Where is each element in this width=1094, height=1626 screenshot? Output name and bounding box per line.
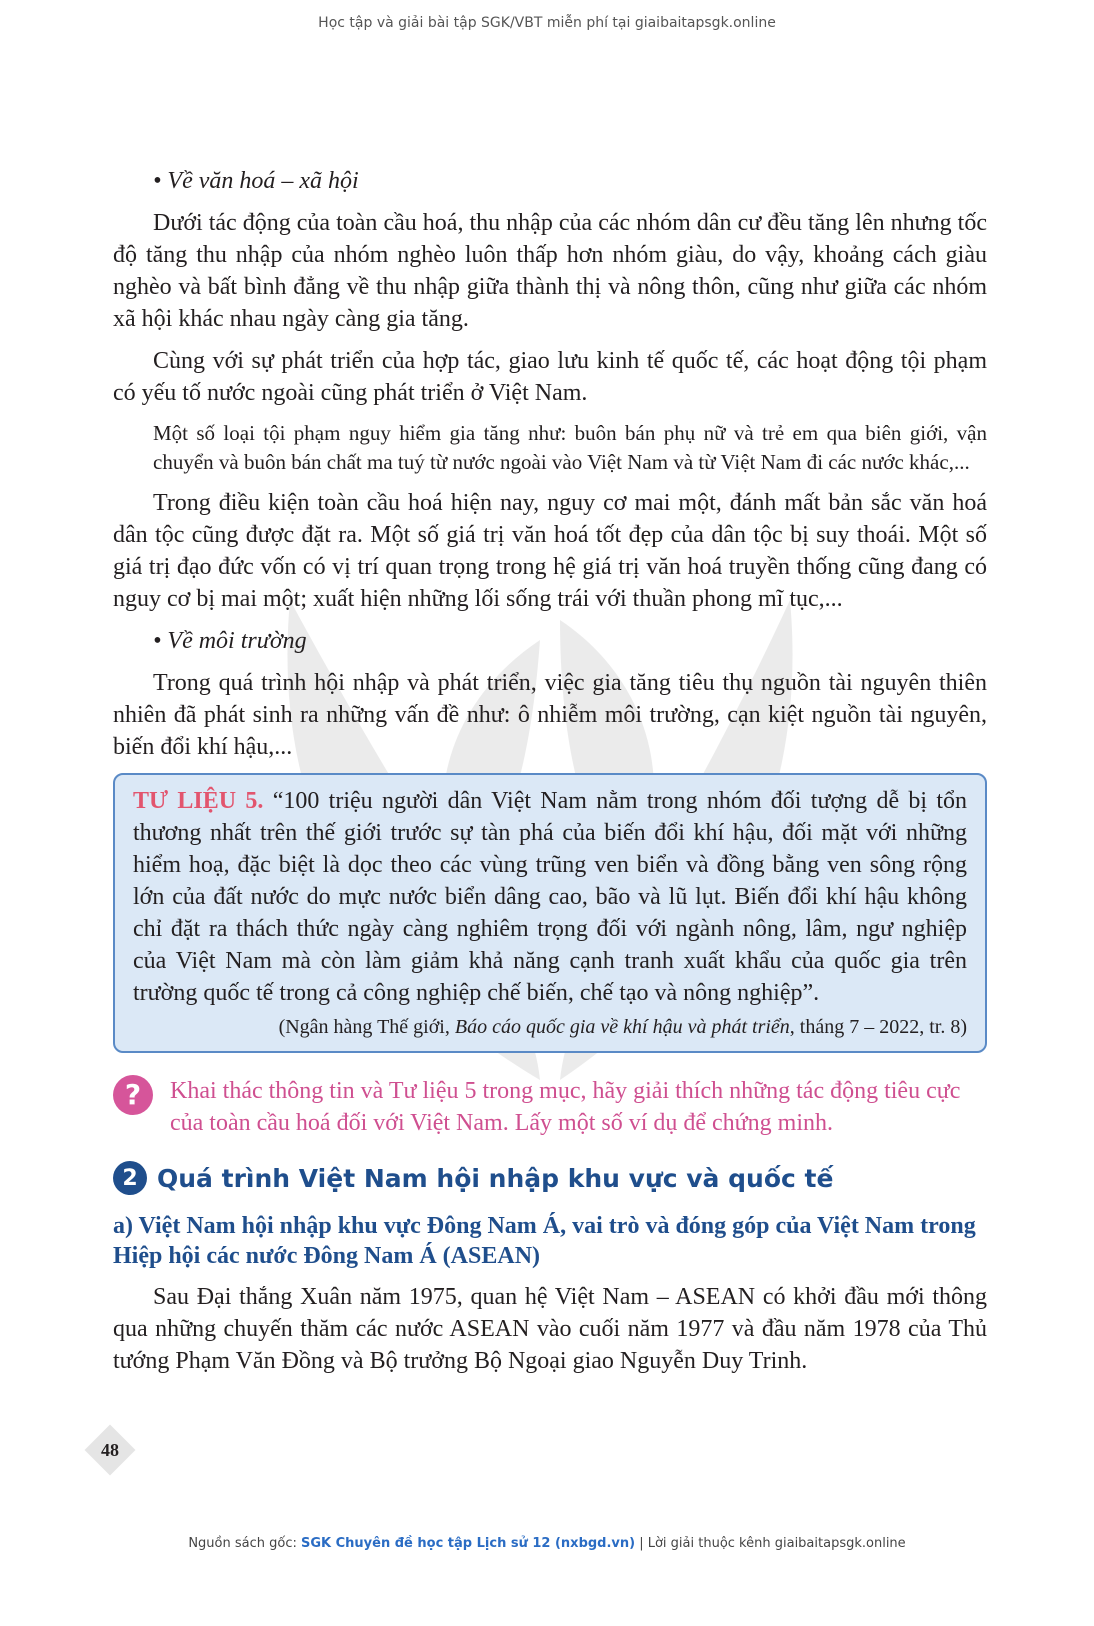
citation-title: Báo cáo quốc gia về khí hậu và phát triển [454, 1016, 790, 1038]
footer-suffix: | Lời giải thuộc kênh giaibaitapsgk.online [635, 1536, 906, 1551]
culture-paragraph-2: Cùng với sự phát triển của hợp tác, giao lưu kinh tế quốc tế, các hoạt động tội phạm có yếu tố nước ngoài cũng phát triển ở Việt Nam. [113, 348, 987, 406]
environment-paragraph: Trong quá trình hội nhập và phát triển, việc gia tăng tiêu thụ nguồn tài nguyên thiên nhiên đã phát sinh ra những vấn đề như: ô nhiễm môi trường, cạn kiệt nguồn tài nguyên, biến đổi khí hậu,... [113, 670, 987, 760]
source-5-label: TƯ LIỆU 5. [133, 788, 264, 814]
citation-open: (Ngân hàng Thế giới, [278, 1016, 455, 1038]
footer-source-link[interactable]: SGK Chuyên đề học tập Lịch sử 12 (nxbgd.vn) [300, 1536, 636, 1551]
question-icon: ? [113, 1075, 153, 1115]
culture-paragraph-1: Dưới tác động của toàn cầu hoá, thu nhập của các nhóm dân cư đều tăng lên nhưng tốc độ tăng thu nhập của nhóm nghèo luôn thấp hơn nhóm giàu, do vậy, khoảng cách giàu nghèo và bất bình đẳng về thu nhập giữa thành thị và nông thôn, cũng như giữa các nhóm xã hội khác nhau ngày càng gia tăng. [113, 210, 987, 332]
section-2-title: Quá trình Việt Nam hội nhập khu vực và quốc tế [157, 1163, 834, 1193]
section-2-heading [113, 1161, 987, 1195]
crime-quote: Một số loại tội phạm nguy hiểm gia tăng như: buôn bán phụ nữ và trẻ em qua biên giới, vận chuyển và buôn bán chất ma tuý từ nước ngoài vào Việt Nam và từ Việt Nam đi các nước khác,... [153, 421, 987, 474]
source-5-body: “100 triệu người dân Việt Nam nằm trong nhóm đối tượng dễ bị tổn thương nhất trên thế giới trước sự tàn phá của biến đổi khí hậu, đối mặt với những hiểm hoạ, đặc biệt là dọc theo các vùng trũng ven biển và đồng bằng ven sông rộng lớn của đất nước do mực nước biển dâng cao, bão và lũ lụt. Biến đổi khí hậu không chỉ đặt ra thách thức ngày càng nghiêm trọng đối với ngành nông, lâm, ngư nghiệp của Việt Nam mà còn làm giảm khả năng cạnh tranh xuất khẩu của quốc gia trên trường quốc tế trong cả công nghiệp chế biến, chế tạo và nông nghiệp”. [133, 788, 968, 1006]
footer [0, 1536, 1094, 1551]
question-text: Khai thác thông tin và Tư liệu 5 trong mục, hãy giải thích những tác động tiêu cực của toàn cầu hoá đối với Việt Nam. Lấy một số ví dụ để chứng minh. [170, 1078, 961, 1136]
page-number: 48 [101, 1440, 119, 1460]
top-banner: Học tập và giải bài tập SGK/VBT miễn phí tại giaibaitapsgk.online [318, 15, 776, 31]
section-number-icon: 2 [113, 1161, 147, 1195]
source-5-box [113, 773, 987, 1053]
page-content [113, 165, 987, 1387]
source-5-text [133, 785, 967, 1009]
source-5-citation [133, 1013, 967, 1041]
question-block [113, 1075, 987, 1139]
environment-heading: • Về môi trường [153, 628, 307, 654]
section-2-paragraph: Sau Đại thắng Xuân năm 1975, quan hệ Việt Nam – ASEAN có khởi đầu mới thông qua những chuyến thăm các nước ASEAN vào cuối năm 1977 và đầu năm 1978 của Thủ tướng Phạm Văn Đồng và Bộ trưởng Bộ Ngoại giao Nguyễn Duy Trinh. [113, 1284, 987, 1374]
culture-heading: • Về văn hoá – xã hội [153, 168, 359, 194]
subsection-a-title: a) Việt Nam hội nhập khu vực Đông Nam Á, vai trò và đóng góp của Việt Nam trong Hiệp hội các nước Đông Nam Á (ASEAN) [113, 1213, 976, 1269]
footer-prefix: Nguồn sách gốc: [188, 1536, 301, 1551]
culture-paragraph-3: Trong điều kiện toàn cầu hoá hiện nay, nguy cơ mai một, đánh mất bản sắc văn hoá dân tộc cũng được đặt ra. Một số giá trị văn hoá tốt đẹp của dân tộc bị suy thoái. Một số giá trị đạo đức vốn có vị trí quan trọng trong hệ giá trị văn hoá truyền thống cũng đang có nguy cơ bị mai một; xuất hiện những lối sống trái với thuần phong mĩ tục,... [113, 490, 987, 612]
citation-close: , tháng 7 – 2022, tr. 8) [789, 1016, 967, 1038]
